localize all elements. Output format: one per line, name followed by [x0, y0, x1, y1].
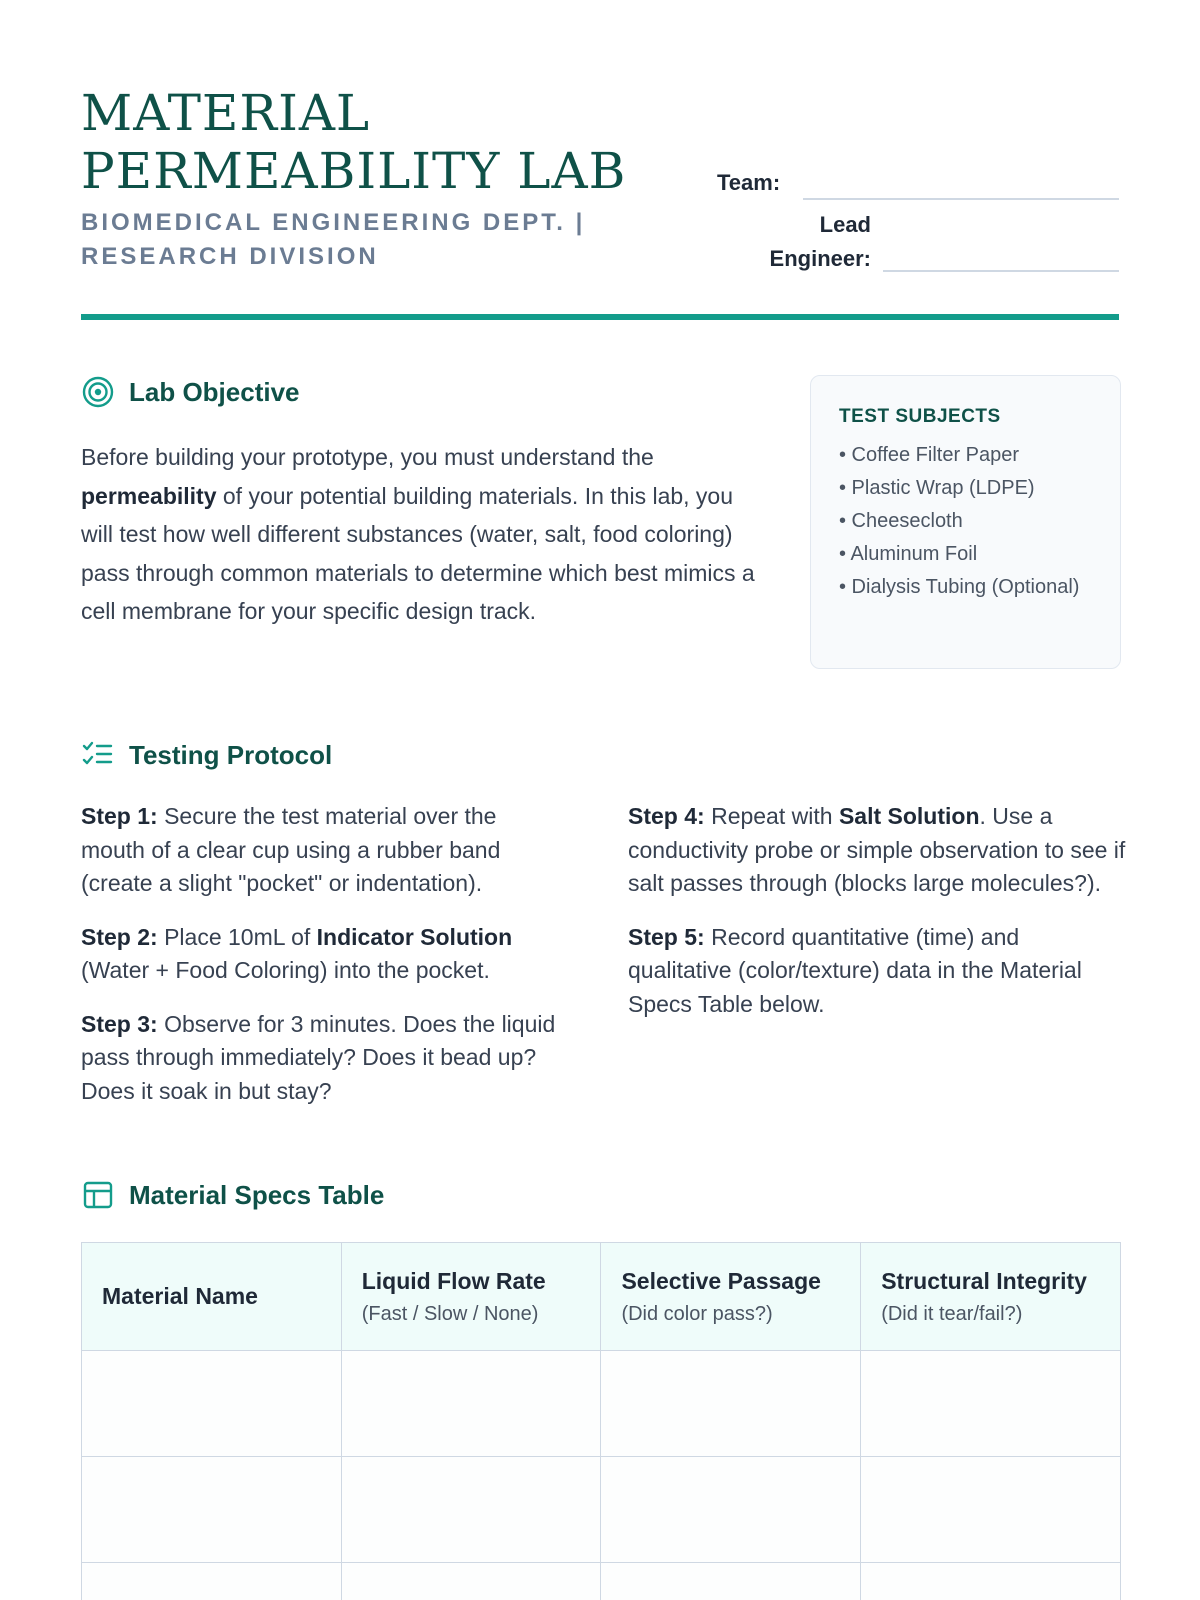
material-specs-table [81, 1242, 1121, 1600]
step-1-label: Step 1: [81, 803, 158, 829]
table-cell[interactable] [341, 1351, 601, 1457]
team-field[interactable] [803, 198, 1119, 200]
list-item: • Coffee Filter Paper [839, 444, 1020, 466]
table-row [82, 1351, 1121, 1457]
column-header [861, 1243, 1121, 1351]
step-4-text-b: . Use a conductivity probe or simple observation to see if salt passes through (blocks large molecules?). [628, 803, 1126, 896]
column-subtitle: (Did it tear/fail?) [881, 1302, 1023, 1325]
table-icon [81, 1178, 115, 1212]
page-subtitle: BIOMEDICAL ENGINEERING DEPT. | RESEARCH DIVISION [81, 209, 586, 270]
table-cell[interactable] [341, 1563, 601, 1600]
team-label: Team: [717, 170, 781, 195]
step-3 [81, 1008, 561, 1109]
protocol-heading-text: Testing Protocol [129, 739, 333, 770]
test-subjects-list [839, 442, 1092, 600]
target-icon [81, 375, 115, 409]
step-5 [628, 921, 1128, 1022]
column-title: Liquid Flow Rate [361, 1267, 546, 1294]
table-cell[interactable] [601, 1457, 861, 1563]
table-row [82, 1563, 1121, 1600]
objective-bold-term: permeability [81, 482, 217, 509]
list-item: • Plastic Wrap (LDPE) [839, 477, 1035, 499]
table-cell[interactable] [82, 1563, 342, 1600]
step-4-text-a: Repeat with [704, 803, 839, 829]
table-cell[interactable] [601, 1351, 861, 1457]
step-2-text-a: Place 10mL of [157, 923, 317, 950]
objective-text [81, 438, 761, 631]
title-line-2: PERMEABILITY LAB [81, 142, 627, 200]
step-4-label: Step 4: [628, 803, 705, 829]
table-cell[interactable] [601, 1563, 861, 1600]
step-2-text-b: (Water + Food Coloring) into the pocket. [81, 957, 490, 983]
step-2-label: Step 2: [81, 923, 158, 950]
header-divider [81, 314, 1119, 320]
checklist-icon [81, 738, 115, 772]
protocol-heading [81, 738, 332, 772]
column-subtitle: (Fast / Slow / None) [361, 1302, 539, 1325]
table-cell[interactable] [861, 1457, 1121, 1563]
table-heading [81, 1178, 384, 1212]
objective-text-a: Before building your prototype, you must understand the [81, 444, 654, 470]
lead-engineer-label: Lead Engineer: [769, 212, 871, 271]
objective-heading-text: Lab Objective [129, 376, 300, 407]
test-subjects-box [810, 375, 1121, 669]
step-4-bold: Salt Solution [838, 803, 980, 829]
table-cell[interactable] [341, 1457, 601, 1563]
step-4 [628, 800, 1128, 901]
test-subjects-title: TEST SUBJECTS [839, 406, 1001, 427]
step-2-bold: Indicator Solution [316, 923, 513, 950]
table-cell[interactable] [861, 1351, 1121, 1457]
objective-heading [81, 375, 300, 409]
column-subtitle: (Did color pass?) [621, 1302, 773, 1325]
step-1 [81, 800, 561, 901]
step-5-text: Record quantitative (time) and qualitative (color/texture) data in the Material Specs Table below. [628, 923, 1082, 1017]
table-heading-text: Material Specs Table [129, 1179, 385, 1210]
table-row [82, 1457, 1121, 1563]
list-item: • Cheesecloth [839, 510, 963, 532]
step-2 [81, 921, 561, 988]
step-3-label: Step 3: [81, 1010, 158, 1037]
lead-engineer-field[interactable] [883, 270, 1119, 272]
title-line-1: MATERIAL [81, 84, 371, 142]
list-item: • Dialysis Tubing (Optional) [839, 576, 1080, 598]
column-header [82, 1243, 342, 1351]
column-title: Structural Integrity [881, 1267, 1087, 1294]
column-title: Selective Passage [621, 1267, 821, 1294]
column-title: Material Name [102, 1283, 258, 1309]
step-1-text: Secure the test material over the mouth of a clear cup using a rubber band (create a slight "pocket" or indentation). [81, 803, 501, 896]
column-header [601, 1243, 861, 1351]
list-item: • Aluminum Foil [839, 543, 978, 565]
page-title [81, 84, 701, 200]
column-header [341, 1243, 601, 1351]
step-5-label: Step 5: [628, 923, 705, 950]
objective-text-b: of your potential building materials. In this lab, you will test how well different substances (water, salt, food coloring) pass through common materials to determine which best mimics a cell membrane for your specific design track. [81, 482, 755, 624]
step-3-text: Observe for 3 minutes. Does the liquid pass through immediately? Does it bead up? Does it soak in but stay? [81, 1010, 556, 1104]
table-cell[interactable] [82, 1457, 342, 1563]
protocol-steps-left [81, 800, 561, 1128]
table-header-row [82, 1243, 1121, 1351]
table-cell[interactable] [861, 1563, 1121, 1600]
table-cell[interactable] [82, 1351, 342, 1457]
header [81, 84, 1119, 320]
protocol-steps-right [628, 800, 1128, 1041]
